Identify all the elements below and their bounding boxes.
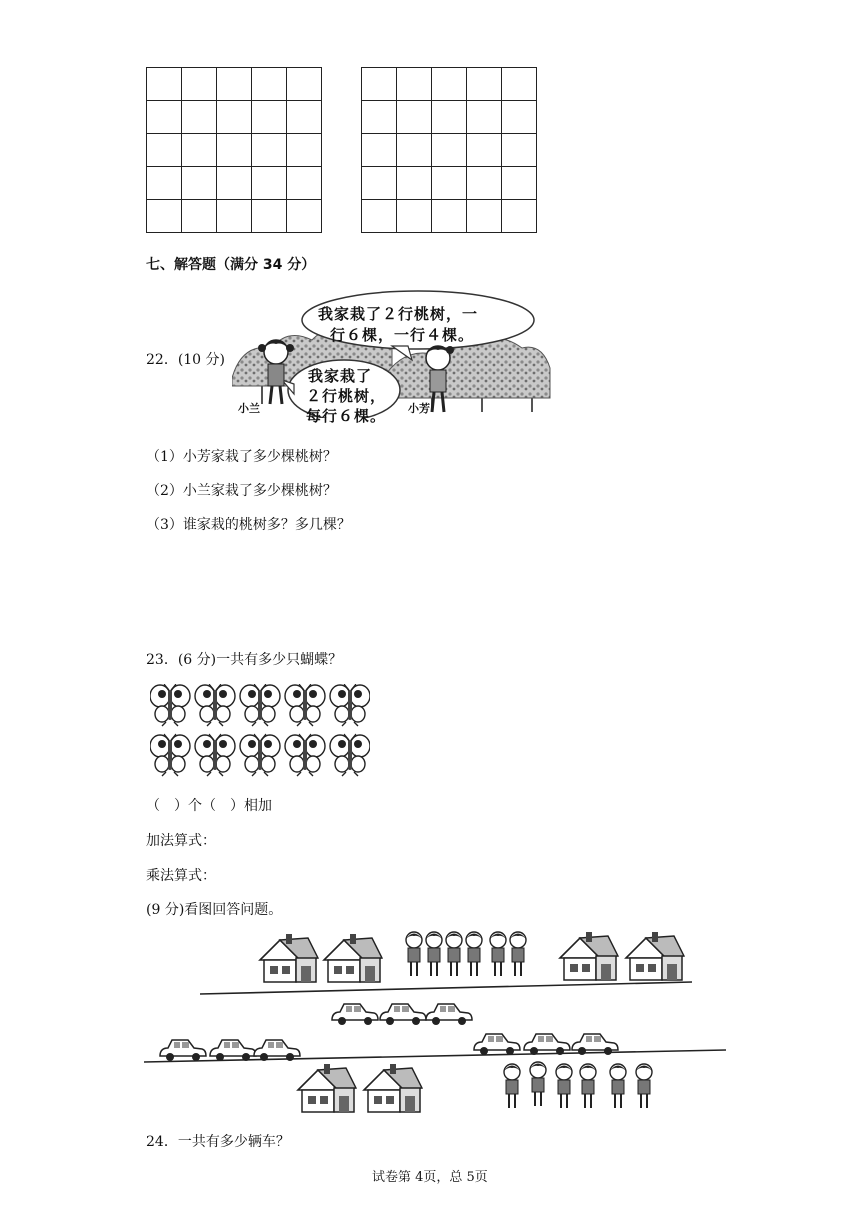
page-footer: 试卷第 4页，总 5页: [372, 1170, 488, 1185]
houses-cars-children-illustration: [144, 924, 728, 1120]
writing-grid-left: [146, 67, 322, 233]
name-xiaofang: 小芳: [408, 402, 430, 415]
q22-sub2: （2）小兰家栽了多少棵桃树？: [146, 483, 337, 499]
q24-question: 24．一共有多少辆车？: [146, 1134, 290, 1150]
section-heading: 七、解答题（满分 34 分）: [146, 257, 316, 273]
bubble-lan-line1: 我家栽了: [308, 367, 373, 385]
q22-label: 22．(10 分): [146, 352, 226, 368]
q22-sub1: （1）小芳家栽了多少棵桃树？: [146, 449, 337, 465]
q23-fill-blank: （ ）个（ ）相加: [146, 798, 272, 814]
bubble-lan-line2: ２行桃树，: [306, 387, 387, 405]
butterflies-illustration: [150, 684, 370, 782]
bubble-fang-line1: 我家栽了２行桃树，一: [318, 305, 479, 323]
name-xiaolan: 小兰: [238, 402, 260, 415]
q23-multiplication-label: 乘法算式：: [146, 868, 216, 884]
bubble-fang-line2: 行６棵，一行４棵。: [330, 326, 475, 344]
writing-grid-right: [361, 67, 537, 233]
q22-sub3: （3）谁家栽的桃树多？多几棵？: [146, 517, 351, 533]
bubble-lan-line3: 每行６棵。: [306, 407, 387, 425]
q23-addition-label: 加法算式：: [146, 833, 216, 849]
q23-label: 23．(6 分)一共有多少只蝴蝶？: [146, 652, 343, 668]
q24-intro: (9 分)看图回答问题。: [146, 902, 283, 918]
